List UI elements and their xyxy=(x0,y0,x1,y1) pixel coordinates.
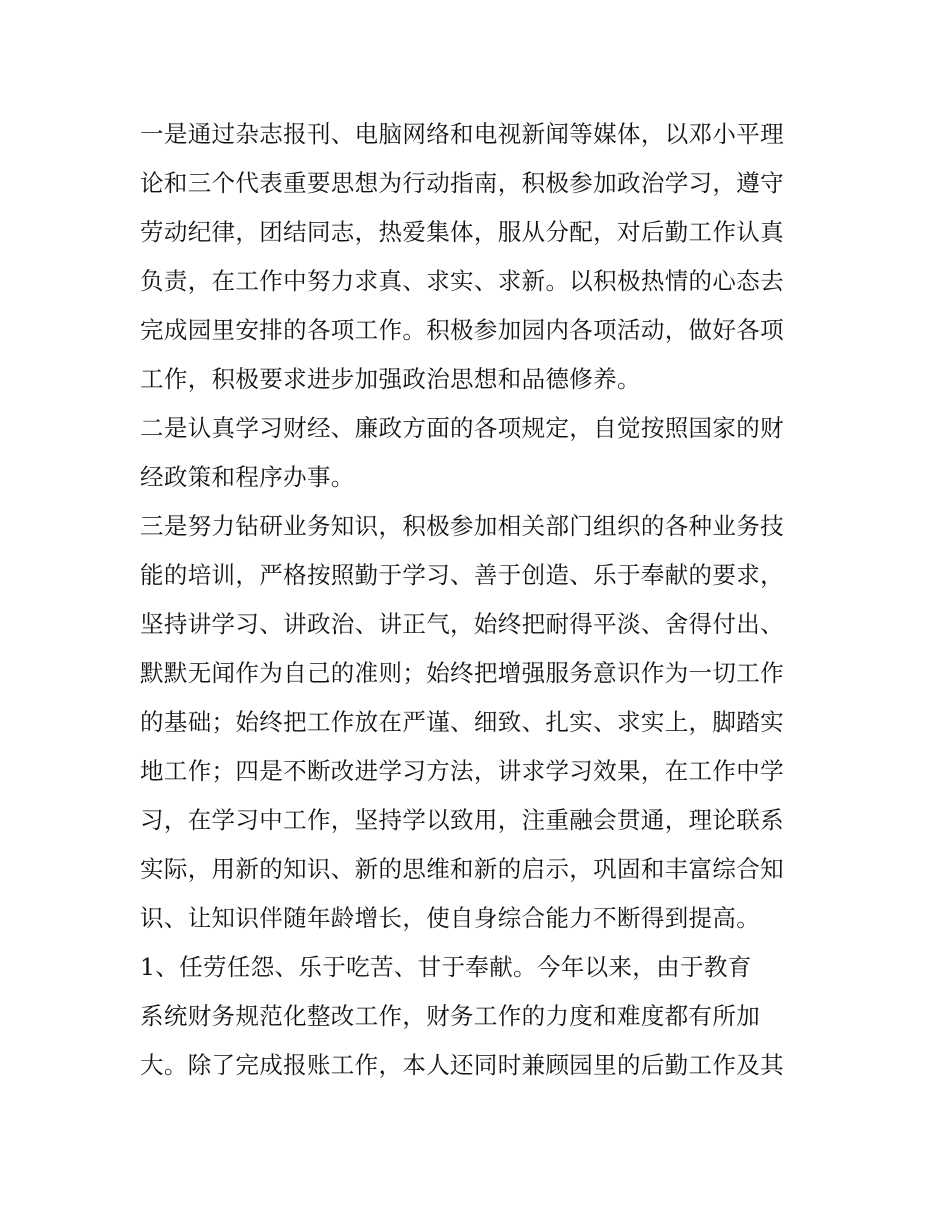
text-line: 的基础；始终把工作放在严谨、细致、扎实、求实上，脚踏实 xyxy=(140,708,784,736)
text-line: 默默无闻作为自己的准则；始终把增强服务意识作为一切工作 xyxy=(140,659,784,687)
text-line: 论和三个代表重要思想为行动指南，积极参加政治学习，遵守 xyxy=(140,169,784,197)
text-line: 负责，在工作中努力求真、求实、求新。以积极热情的心态去 xyxy=(140,267,784,295)
text-line: 工作，积极要求进步加强政治思想和品德修养。 xyxy=(140,365,641,393)
text-line: 三是努力钻研业务知识，积极参加相关部门组织的各种业务技 xyxy=(140,512,784,540)
text-line: 实际，用新的知识、新的思维和新的启示，巩固和丰富综合知 xyxy=(140,855,784,883)
text-line: 大。除了完成报账工作，本人还同时兼顾园里的后勤工作及其 xyxy=(140,1051,784,1079)
text-line: 1、任劳任怨、乐于吃苦、甘于奉献。今年以来，由于教育 xyxy=(140,953,752,981)
text-line: 系统财务规范化整改工作，财务工作的力度和难度都有所加 xyxy=(140,1002,761,1030)
text-line: 二是认真学习财经、廉政方面的各项规定，自觉按照国家的财 xyxy=(140,414,784,442)
text-line: 识、让知识伴随年龄增长，使自身综合能力不断得到提高。 xyxy=(140,904,761,932)
text-line: 一是通过杂志报刊、电脑网络和电视新闻等媒体，以邓小平理 xyxy=(140,120,784,148)
text-line: 经政策和程序办事。 xyxy=(140,463,355,491)
text-line: 坚持讲学习、讲政治、讲正气，始终把耐得平淡、舍得付出、 xyxy=(140,610,784,638)
text-line: 完成园里安排的各项工作。积极参加园内各项活动，做好各项 xyxy=(140,316,784,344)
text-line: 能的培训，严格按照勤于学习、善于创造、乐于奉献的要求， xyxy=(140,561,784,589)
document-body xyxy=(140,110,820,1090)
text-line: 劳动纪律，团结同志，热爱集体，服从分配，对后勤工作认真 xyxy=(140,218,784,246)
text-line: 地工作；四是不断改进学习方法，讲求学习效果，在工作中学 xyxy=(140,757,784,785)
text-line: 习，在学习中工作，坚持学以致用，注重融会贯通，理论联系 xyxy=(140,806,784,834)
